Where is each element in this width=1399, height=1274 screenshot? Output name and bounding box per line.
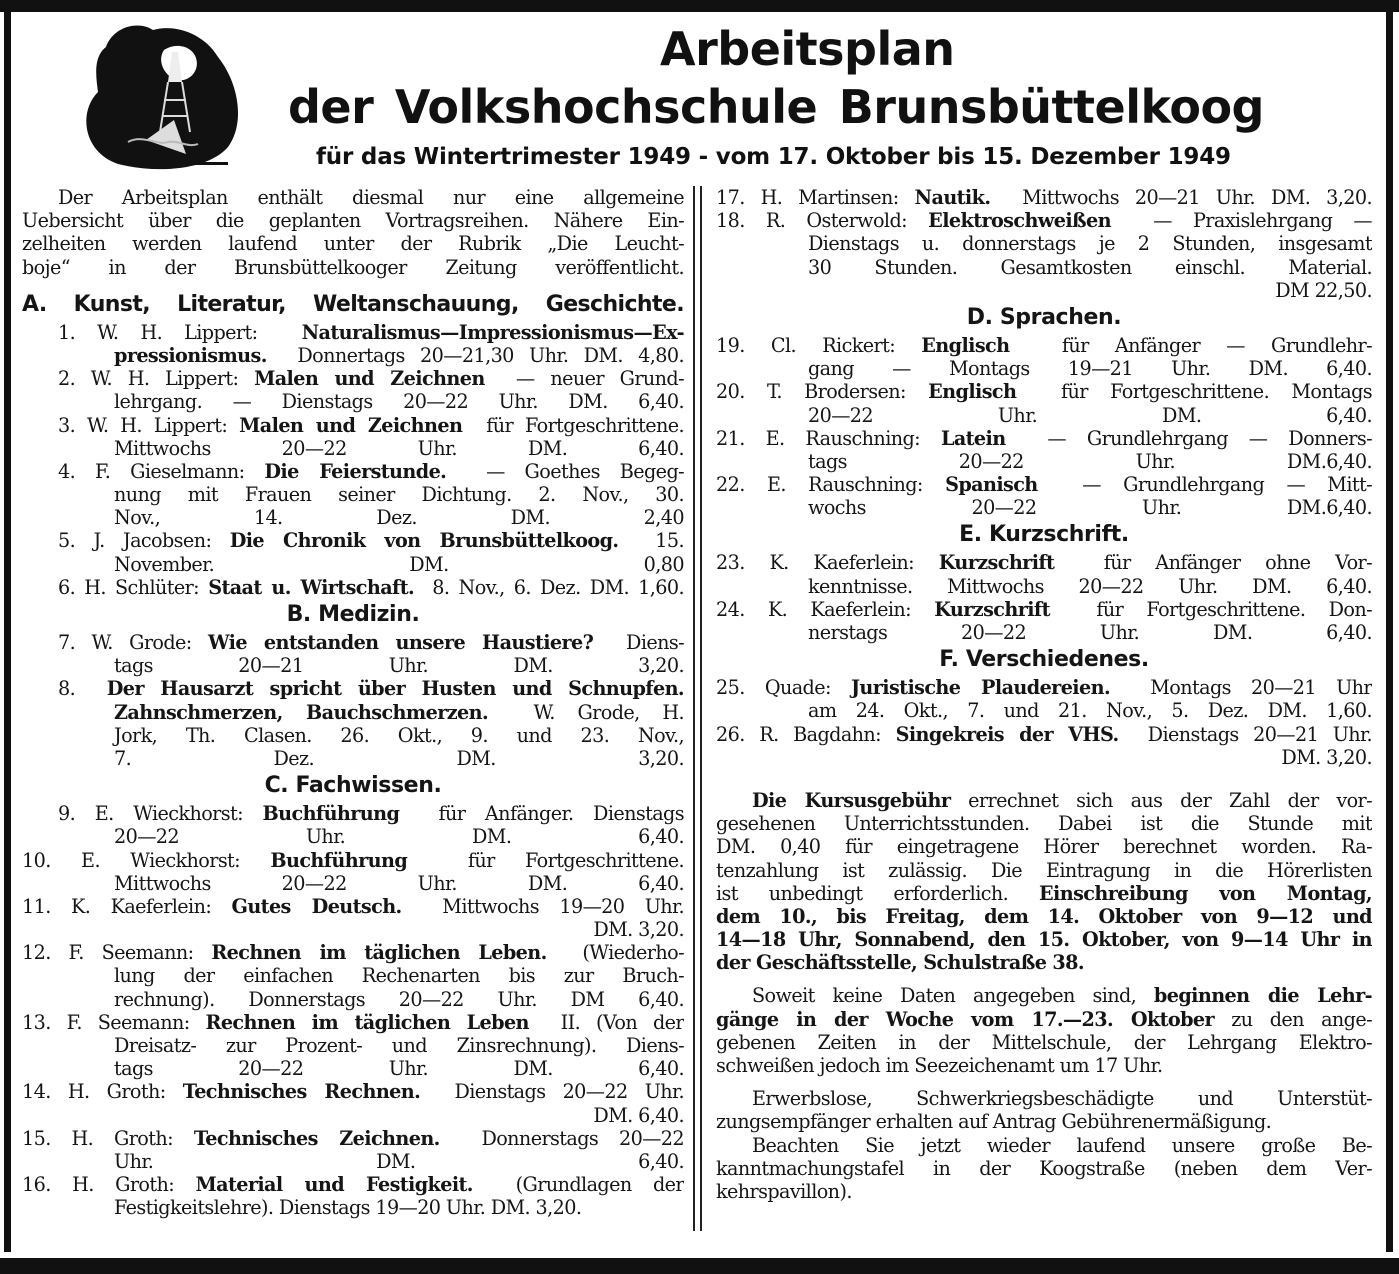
line-text: — Grundlehrgang — Donners- — [1026, 426, 1372, 450]
course-line — [22, 701, 684, 724]
course-title: Naturalismus—Impressionismus—Ex- — [301, 320, 684, 344]
course-title: Rechnen im täglichen Leben — [205, 1010, 529, 1034]
line-text: DM. 6,40. — [568, 390, 684, 414]
line-text: DM. 6,40. — [472, 825, 684, 849]
line-text: 7. W. Grode: — [58, 631, 209, 654]
note-line-fees — [716, 951, 1372, 974]
note-line-start — [716, 984, 1372, 1007]
line-text: ist unbedingt erforderlich. — [716, 881, 1040, 905]
course-line — [716, 232, 1372, 255]
course-title: Spanisch — [945, 473, 1038, 497]
line-text: DM.6,40. — [1286, 496, 1372, 520]
line-text: wochs 20—22 Uhr. — [808, 496, 1182, 520]
line-text: am 24. Okt., 7. und 21. Nov., 5. Dez. — [808, 699, 1249, 723]
note-line-notice — [716, 1157, 1372, 1180]
line-text: DM. 6,40. — [1248, 357, 1372, 381]
note-line-discount — [716, 1087, 1372, 1110]
course-line — [22, 1127, 684, 1150]
course-title: Nautik. — [914, 186, 991, 209]
line-text: für Anfänger. Dienstags — [418, 802, 684, 826]
course-line — [716, 723, 1372, 746]
line-text: Soweit keine Daten angegeben sind, — [752, 984, 1154, 1008]
line-text: Mittwochs 20—22 Uhr. — [114, 436, 457, 460]
course-line — [22, 1104, 684, 1127]
line-text: November. — [114, 552, 215, 576]
line-text: 6. H. Schlüter: — [58, 575, 209, 599]
course-title: Elektroschweißen — [928, 209, 1111, 233]
line-text: kehrspavillon). — [716, 1179, 852, 1203]
note-line-notice — [716, 1134, 1372, 1157]
frame-bottom-rule — [0, 1258, 1399, 1274]
frame-top-rule — [0, 0, 1399, 12]
line-text: DM. 6,40. — [527, 436, 684, 460]
right-column — [716, 186, 1372, 1203]
line-text: — neuer Grund- — [500, 367, 684, 391]
line-text: 14. H. Groth: — [22, 1080, 183, 1104]
line-text: kanntmachungstafel in der Koogstraße (neben dem Ver- — [716, 1156, 1372, 1180]
line-text: rechnung). Donnerstags 20—22 Uhr. — [114, 987, 537, 1011]
course-line — [22, 1150, 684, 1173]
line-text: Erwerbslose, Schwerkriegsbeschädigte und Unterstüt- — [752, 1087, 1372, 1111]
line-text: 7. Dez. — [114, 746, 315, 770]
line-text: 5. J. Jacobsen: — [58, 529, 230, 553]
course-line — [22, 654, 684, 677]
course-line — [716, 256, 1372, 279]
course-title: Buchführung — [262, 802, 400, 826]
note-line-start — [716, 1054, 1372, 1077]
line-text: für Fortgeschrittene. — [437, 848, 684, 872]
course-line — [716, 380, 1372, 403]
line-text: tags 20—22 Uhr. — [114, 1057, 429, 1081]
line-text: 8. Nov., 6. Dez. DM. 1,60. — [423, 575, 684, 599]
line-text: DM. 6,40. — [1252, 574, 1372, 598]
course-title: Die Chronik von Brunsbüttelkoog. — [229, 529, 619, 553]
course-title: Einschreibung von Montag, — [1039, 881, 1372, 905]
course-line — [22, 631, 684, 654]
note-line-notice — [716, 1180, 1372, 1203]
course-title: dem 10., bis Freitag, dem 14. Oktober von 9—12 und — [716, 904, 1372, 928]
line-text: 20—22 Uhr. — [808, 403, 1038, 427]
course-title: Singekreis der VHS. — [895, 722, 1119, 746]
line-text: Diens- — [609, 631, 684, 654]
line-text: 13. F. Seemann: — [22, 1010, 206, 1034]
course-title: der Geschäftsstelle, Schulstraße 38. — [716, 951, 1084, 975]
course-line — [716, 676, 1372, 699]
line-text: gebenen Zeiten in der Mittelschule, der Lehrgang Elektro- — [716, 1030, 1372, 1054]
note-line-fees — [716, 859, 1372, 882]
line-text: Donnertags 20—21,30 Uhr. DM. 4,80. — [282, 343, 684, 367]
line-text: 20. T. Brodersen: — [716, 380, 929, 404]
line-text: Uhr. — [114, 1149, 154, 1173]
course-title: pressionismus. — [114, 343, 267, 367]
line-text: für Fortgeschrittene. Don- — [1073, 597, 1372, 621]
line-text: lehrgang. — Dienstags 20—22 Uhr. — [114, 390, 538, 414]
section-heading-A: A. Kunst, Literatur, Weltanschauung, Geschichte. — [22, 291, 684, 317]
course-line — [22, 321, 684, 344]
lighthouse-buoy-icon — [68, 22, 248, 172]
course-line — [716, 279, 1372, 302]
course-title: Malen und Zeichnen — [239, 413, 463, 437]
line-text: 2. W. H. Lippert: — [58, 367, 255, 391]
intro-line: Der Arbeitsplan enthält diesmal nur eine allgemeine — [58, 186, 684, 209]
line-text: 10. E. Wieckhorst: — [22, 848, 271, 872]
course-title: Juristische Plaudereien. — [850, 676, 1111, 700]
course-line — [22, 344, 684, 367]
course-title: Der Hausarzt spricht über Husten und Schnupfen. — [106, 677, 684, 701]
note-line-fees — [716, 812, 1372, 835]
line-text: 20—22 Uhr. — [114, 825, 346, 849]
line-text: 30 Stunden. Gesamtkosten einschl. Material. — [808, 255, 1372, 279]
course-line — [716, 334, 1372, 357]
course-title: Buchführung — [270, 848, 408, 872]
line-text: Jork, Th. Clasen. 26. Okt., 9. und 23. Nov., — [114, 723, 684, 747]
course-line — [22, 724, 684, 747]
line-text: 19. Cl. Rickert: — [716, 333, 922, 357]
line-text: Dienstags u. donnerstags je 2 Stunden, insgesamt — [808, 232, 1372, 256]
line-text: DM. 0,40 für eingetragene Hörer berechnet worden. Ra- — [716, 835, 1372, 859]
section-heading-C: C. Fachwissen. — [264, 773, 442, 799]
line-text: nerstags 20—22 Uhr. — [808, 621, 1140, 644]
course-line — [716, 473, 1372, 496]
course-line — [716, 357, 1372, 380]
line-text: 1. W. H. Lippert: — [58, 320, 280, 344]
course-title: Malen und Zeichnen — [254, 367, 485, 391]
page-title-line2: der Volkshochschule Brunsbüttelkoog — [288, 80, 1264, 134]
course-title: Staat u. Wirtschaft. — [208, 575, 415, 599]
line-text: kenntnisse. Mittwochs 20—22 Uhr. — [808, 574, 1218, 598]
course-line — [22, 390, 684, 413]
page-subtitle: für das Wintertrimester 1949 - vom 17. Oktober bis 15. Dezember 1949 — [316, 144, 1231, 170]
line-text: (Wiederho- — [564, 941, 684, 965]
line-text: Nov., 14. Dez. — [114, 506, 417, 530]
line-text: für Fortgeschrittene. Montags — [1038, 380, 1372, 404]
line-text: 15. H. Groth: — [22, 1126, 194, 1150]
course-line — [22, 1173, 684, 1196]
line-text: gang — Montags 19—21 Uhr. — [808, 357, 1211, 381]
note-line-fees — [716, 835, 1372, 858]
line-text: — Praxislehrgang — — [1132, 209, 1372, 233]
line-text: Dienstags 20—22 Uhr. — [437, 1080, 684, 1104]
course-line — [22, 802, 684, 825]
line-text: 16. H. Groth: — [22, 1173, 196, 1197]
course-line — [716, 551, 1372, 574]
line-text: DM. 3,20. — [1281, 745, 1372, 769]
column-divider — [693, 186, 695, 1231]
course-line — [716, 746, 1372, 769]
course-title: Kurzschrift — [934, 597, 1050, 621]
note-line-fees — [716, 789, 1372, 812]
line-text: DM. 0,80 — [409, 552, 684, 576]
course-line — [22, 1196, 684, 1219]
line-text: DM. 3,20. — [456, 746, 684, 770]
line-text: tags 20—21 Uhr. — [114, 654, 429, 678]
course-line — [22, 483, 684, 506]
line-text: Mittwochs 20—21 Uhr. DM. 3,20. — [1006, 186, 1372, 209]
line-text: 9. E. Wieckhorst: — [58, 802, 263, 826]
note-line-discount — [716, 1110, 1372, 1133]
frame-left-rule — [4, 12, 11, 1252]
line-text: zungsempfänger erhalten auf Antrag Gebührenermäßigung. — [716, 1110, 1272, 1134]
line-text: DM 6,40. — [570, 987, 684, 1011]
course-line — [22, 1034, 684, 1057]
course-title: Gutes Deutsch. — [231, 894, 402, 918]
course-line — [22, 553, 684, 576]
line-text: Dienstags 20—21 Uhr. — [1133, 722, 1372, 746]
section-heading-B: B. Medizin. — [286, 602, 420, 627]
line-text: DM. 1,60. — [1267, 699, 1372, 723]
course-line — [716, 699, 1372, 722]
line-text: 3. W. H. Lippert: — [58, 413, 240, 437]
course-line — [716, 209, 1372, 232]
line-text: tags 20—22 Uhr. — [808, 449, 1175, 473]
course-title: Die Kursusgebühr — [752, 788, 951, 812]
line-text: gesehenen Unterrichtsstunden. Dabei ist die Stunde mit — [716, 812, 1372, 836]
course-line — [22, 460, 684, 483]
note-line-fees — [716, 905, 1372, 928]
line-text: 17. H. Martinsen: — [716, 186, 915, 209]
intro-line: boje“ in der Brunsbüttelkooger Zeitung veröffentlicht. — [22, 255, 684, 279]
line-text: 26. R. Bagdahn: — [716, 722, 896, 746]
course-title: Wie entstanden unsere Haustiere? — [208, 631, 594, 654]
section-heading-F: F. Verschiedenes. — [939, 647, 1149, 673]
line-text: Dreisatz- zur Prozent- und Zinsrechnung). Diens- — [114, 1034, 684, 1057]
course-line — [22, 1080, 684, 1103]
course-line — [22, 576, 684, 599]
course-title: Englisch — [928, 380, 1017, 404]
course-line — [22, 367, 684, 390]
line-text: Montags 20—21 Uhr — [1130, 676, 1372, 700]
line-text: für Anfänger ohne Vor- — [1079, 551, 1372, 575]
course-line — [22, 747, 684, 770]
line-text: DM. 6,40. — [593, 1103, 684, 1127]
line-text: Mittwochs 20—22 Uhr. — [114, 871, 457, 895]
line-text: lung der einfachen Rechenarten bis zur Bruch- — [114, 964, 684, 988]
line-text: 23. K. Kaeferlein: — [716, 551, 939, 575]
course-title: Material und Festigkeit. — [195, 1173, 473, 1197]
line-text: 4. F. Gieselmann: — [58, 459, 265, 483]
intro-line: zelheiten werden laufend unter der Rubrik „Die Leucht- — [22, 232, 684, 256]
course-title: Technisches Zeichnen. — [193, 1126, 440, 1150]
course-title: Technisches Rechnen. — [182, 1080, 421, 1104]
line-text: DM. 3,20. — [513, 654, 684, 678]
course-line — [22, 1011, 684, 1034]
course-line — [22, 988, 684, 1011]
course-line — [22, 414, 684, 437]
line-text: 15. — [636, 529, 684, 553]
course-line — [716, 427, 1372, 450]
line-text: II. (Von der — [544, 1010, 684, 1034]
line-text: (Grundlagen der — [494, 1173, 684, 1197]
course-title: Zahnschmerzen, Bauchschmerzen. — [114, 700, 489, 724]
line-text: 25. Quade: — [716, 676, 851, 700]
line-text: DM. 6,40. — [1213, 621, 1372, 644]
section-heading-E: E. Kurzschrift. — [959, 522, 1129, 548]
page-title: Arbeitsplan — [660, 22, 955, 76]
line-text: 11. K. Kaeferlein: — [22, 894, 232, 918]
course-line — [22, 941, 684, 964]
line-text: 8. — [58, 677, 91, 701]
spacer — [716, 779, 1372, 789]
course-line — [716, 450, 1372, 473]
left-column — [22, 186, 684, 1220]
line-text: — Goethes Begeg- — [466, 459, 684, 483]
course-line — [22, 437, 684, 460]
course-line — [22, 825, 684, 848]
line-text: errechnet sich aus der Zahl der vor- — [950, 788, 1372, 812]
spacer — [716, 769, 1372, 779]
course-title: 14—18 Uhr, Sonnabend, den 15. Oktober, von 9—14 Uhr in — [716, 928, 1372, 952]
spacer — [716, 1077, 1372, 1087]
line-text: DM 22,50. — [1275, 278, 1372, 302]
note-line-start — [716, 1031, 1372, 1054]
line-text: W. Grode, H. — [510, 700, 684, 724]
line-text: — Grundlehrgang — Mitt- — [1059, 473, 1372, 497]
course-line — [22, 677, 684, 700]
line-text: DM. 6,40. — [376, 1149, 684, 1173]
line-text: nung mit Frauen seiner Dichtung. 2. Nov., 30. — [114, 483, 684, 507]
section-heading-D: D. Sprachen. — [966, 304, 1122, 330]
course-line — [716, 621, 1372, 644]
line-text: für Fortgeschrittene. — [474, 413, 684, 437]
line-text: DM. 3,20. — [593, 918, 684, 942]
line-text: für Anfänger — Grundlehr- — [1035, 333, 1372, 357]
course-line — [22, 529, 684, 552]
line-text: zu den ange- — [1214, 1007, 1372, 1031]
line-text: DM. 6,40. — [527, 871, 684, 895]
course-title: gänge in der Woche vom 17.—23. Oktober — [716, 1007, 1215, 1031]
line-text: 21. E. Rauschning: — [716, 426, 941, 450]
course-title: beginnen die Lehr- — [1153, 984, 1372, 1008]
line-text: DM. 2,40 — [510, 506, 684, 530]
course-line — [716, 404, 1372, 427]
course-line — [716, 186, 1372, 209]
course-line — [22, 918, 684, 941]
line-text: Donnerstags 20—22 — [460, 1126, 684, 1150]
line-text: 12. F. Seemann: — [22, 941, 212, 965]
line-text: tenzahlung ist zulässig. Die Eintragung in die Hörerlisten — [716, 858, 1372, 882]
course-line — [22, 895, 684, 918]
line-text: DM. 6,40. — [513, 1057, 684, 1081]
line-text: 22. E. Rauschning: — [716, 473, 946, 497]
column-divider — [700, 186, 702, 1231]
course-title: Rechnen im täglichen Leben. — [211, 941, 547, 965]
line-text: Beachten Sie jetzt wieder laufend unsere große Be- — [752, 1133, 1372, 1157]
line-text: DM.6,40. — [1286, 449, 1372, 473]
note-line-fees — [716, 882, 1372, 905]
line-text: Mittwochs 19—20 Uhr. — [421, 894, 684, 918]
course-title: Latein — [940, 426, 1006, 450]
line-text: Festigkeitslehre). Dienstags 19—20 Uhr. DM. 3,20. — [114, 1196, 582, 1220]
spacer — [716, 974, 1372, 984]
frame-right-rule — [1386, 12, 1393, 1252]
line-text: DM. 6,40. — [1162, 403, 1372, 427]
note-line-fees — [716, 928, 1372, 951]
course-line — [716, 496, 1372, 519]
course-title: Englisch — [921, 333, 1010, 357]
note-line-start — [716, 1008, 1372, 1031]
course-line — [716, 598, 1372, 621]
intro-line: Uebersicht über die geplanten Vortragsreihen. Nähere Ein- — [22, 209, 684, 233]
course-title: Die Feierstunde. — [264, 459, 447, 483]
course-line — [716, 575, 1372, 598]
course-line — [22, 1057, 684, 1080]
course-line — [22, 506, 684, 529]
course-line — [22, 964, 684, 987]
course-title: Kurzschrift — [938, 551, 1055, 575]
course-line — [22, 872, 684, 895]
line-text: schweißen jedoch im Seezeichenamt um 17 Uhr. — [716, 1054, 1163, 1077]
spacer — [22, 279, 684, 289]
line-text: 18. R. Osterwold: — [716, 209, 929, 233]
course-line — [22, 849, 684, 872]
line-text: 24. K. Kaeferlein: — [716, 597, 935, 621]
